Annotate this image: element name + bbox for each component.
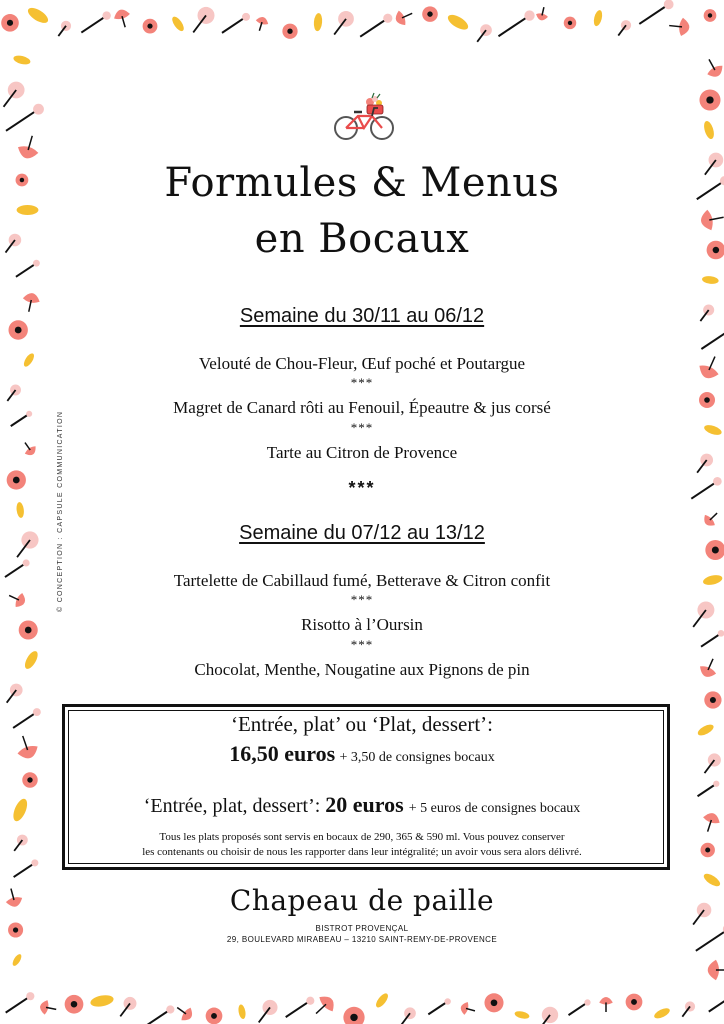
week1-separator-1: *** (350, 375, 374, 390)
formula2-label: ‘Entrée, plat, dessert’: (143, 795, 321, 817)
jar-note-line1: Tous les plats proposés sont servis en bocaux de 290, 365 & 590 ml. Vous pouvez conserver (159, 831, 565, 843)
menu-title-line2: en Bocaux (254, 216, 470, 262)
formula2-pricing (0, 792, 724, 818)
section-separator: *** (348, 478, 376, 498)
week1-heading: Semaine du 30/11 au 06/12 (239, 305, 485, 327)
formula1-label: ‘Entrée, plat’ ou ‘Plat, dessert’: (230, 712, 494, 736)
week1-main: Magret de Canard rôti au Fenouil, Épeautre & jus corsé (173, 398, 551, 417)
jar-note (0, 830, 724, 860)
restaurant-name: Chapeau de paille (229, 884, 495, 917)
menu-title-line1: Formules & Menus (164, 160, 560, 206)
bicycle-icon (332, 92, 396, 142)
formula1-price: 16,50 euros (229, 741, 336, 766)
jar-note-line2: les contenants ou choisir de nous les rapporter dans leur intégralité; un avoir vous sera alors délivré. (142, 846, 582, 858)
formula2-price: 20 euros (325, 792, 404, 817)
week2-main: Risotto à l’Oursin (301, 615, 423, 634)
design-credit: © CONCEPTION : CAPSULE COMMUNICATION (57, 410, 64, 612)
formula2-deposit: + 5 euros de consignes bocaux (408, 801, 581, 816)
week1-separator-2: *** (350, 420, 374, 435)
formula1-deposit: + 3,50 de consignes bocaux (339, 750, 495, 765)
restaurant-address: 29, BOULEVARD MIRABEAU – 13210 SAINT-REMY-DE-PROVENCE (226, 935, 498, 944)
week2-dessert: Chocolat, Menthe, Nougatine aux Pignons de pin (194, 660, 530, 679)
restaurant-subtitle: BISTROT PROVENÇAL (315, 924, 409, 933)
week2-separator-1: *** (350, 592, 374, 607)
formula1-pricing (0, 741, 724, 767)
week1-starter: Velouté de Chou-Fleur, Œuf poché et Poutargue (198, 354, 526, 373)
week1-dessert: Tarte au Citron de Provence (266, 443, 458, 462)
week2-starter: Tartelette de Cabillaud fumé, Betterave & Citron confit (173, 571, 551, 590)
week2-heading: Semaine du 07/12 au 13/12 (239, 522, 485, 544)
week2-separator-2: *** (350, 637, 374, 652)
